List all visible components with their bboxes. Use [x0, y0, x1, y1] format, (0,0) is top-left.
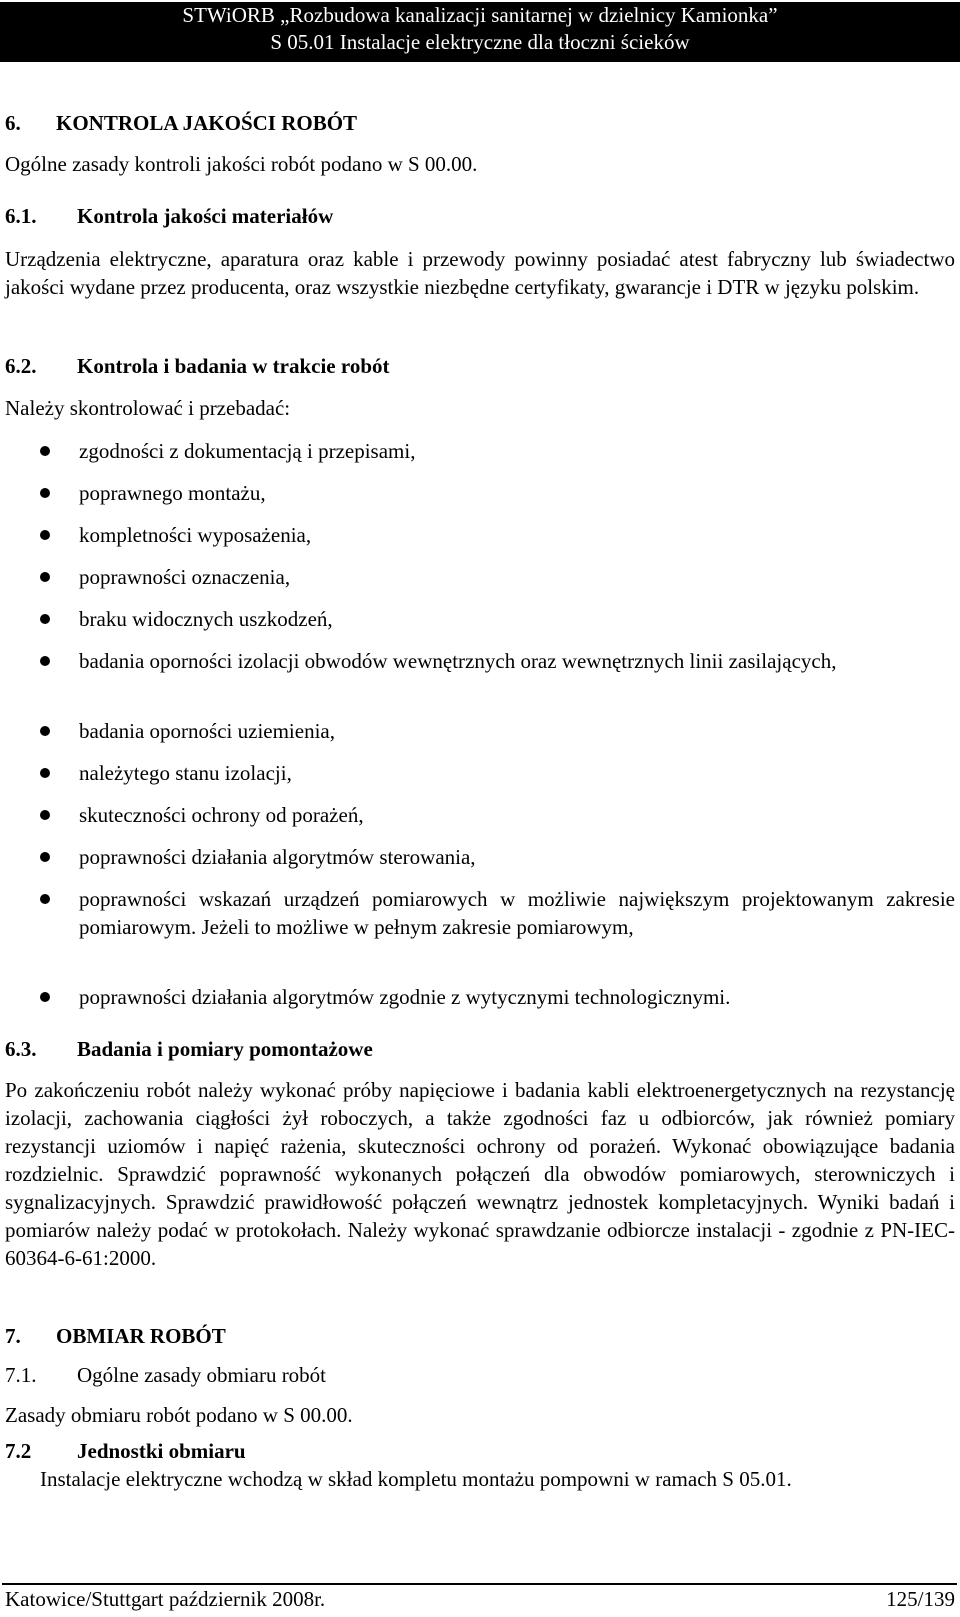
list-item: braku widocznych uszkodzeń,: [79, 607, 333, 631]
bullet-marker: [40, 768, 50, 778]
list-item: poprawności oznaczenia,: [79, 565, 291, 589]
header-project-title: STWiORB „Rozbudowa kanalizacji sanitarnej w dzielnicy Kamionka”: [182, 3, 778, 27]
list-item: kompletności wyposażenia,: [79, 523, 312, 547]
section-6-3-heading: Badania i pomiary pomontażowe: [77, 1037, 373, 1061]
list-item: skuteczności ochrony od porażeń,: [79, 803, 364, 827]
list-item: poprawności działania algorytmów zgodnie z wytycznymi technologicznymi.: [79, 985, 731, 1009]
section-6-intro: Ogólne zasady kontroli jakości robót podano w S 00.00.: [5, 152, 478, 176]
bullet-marker: [40, 852, 50, 862]
section-7-1-paragraph: Zasady obmiaru robót podano w S 00.00.: [5, 1403, 353, 1427]
section-7-1-heading: Ogólne zasady obmiaru robót: [77, 1363, 327, 1387]
bullet-marker: [40, 572, 50, 582]
bullet-marker: [40, 894, 50, 904]
section-7-2-heading: Jednostki obmiaru: [77, 1439, 246, 1463]
bullet-marker: [40, 488, 50, 498]
section-7-1-number: 7.1.: [5, 1363, 37, 1387]
list-item: należytego stanu izolacji,: [79, 761, 292, 785]
section-6-1-paragraph: Urządzenia elektryczne, aparatura oraz kable i przewody powinny posiadać atest fabryczny lub świadectwo jakości wydane przez producenta, oraz wszystkie niezbędne certyfikaty, gwarancje i DTR w języku polskim.: [5, 247, 955, 299]
footer-location-date: Katowice/Stuttgart październik 2008r.: [5, 1587, 326, 1611]
list-item: poprawności działania algorytmów sterowania,: [79, 845, 476, 869]
section-6-3-paragraph: Po zakończeniu robót należy wykonać próby napięciowe i badania kabli elektroenergetycznych na rezystancję izolacji, zachowania ciągłości żył roboczych, a także zgodności faz u odbiorców, jak również pomiary rezystancji uziomów i napięć rażenia, skuteczności ochrony od porażeń. Wykonać obowiązujące badania rozdzielnic. Sprawdzić poprawność wykonanych połączeń dla obwodów pomiarowych, sterowniczych i sygnalizacyjnych. Sprawdzić prawidłowość połączeń wewnątrz jednostek kompletacyjnych. Wyniki badań i pomiarów należy podać w protokołach. Należy wykonać sprawdzanie odbiorcze instalacji - zgodnie z PN-IEC-60364-6-61:2000.: [5, 1078, 955, 1270]
bullet-marker: [40, 810, 50, 820]
section-6-2-number: 6.2.: [5, 354, 37, 378]
bullet-marker: [40, 530, 50, 540]
footer-divider: [2, 1583, 957, 1585]
bullet-marker: [40, 656, 50, 666]
section-7-2-number: 7.2: [5, 1439, 32, 1463]
section-7-heading: OBMIAR ROBÓT: [56, 1324, 226, 1348]
bullet-marker: [40, 614, 50, 624]
section-6-1-heading: Kontrola jakości materiałów: [77, 204, 334, 228]
section-6-number: 6.: [5, 111, 21, 135]
list-item: zgodności z dokumentacją i przepisami,: [79, 439, 416, 463]
bullet-marker: [40, 726, 50, 736]
section-7-number: 7.: [5, 1324, 21, 1348]
list-item: poprawności wskazań urządzeń pomiarowych w możliwie największym projektowanym zakresie pomiarowym. Jeżeli to możliwe w pełnym zakresie pomiarowym,: [79, 887, 955, 939]
section-6-2-intro: Należy skontrolować i przebadać:: [5, 396, 291, 420]
bullet-marker: [40, 992, 50, 1002]
bullet-marker: [40, 446, 50, 456]
section-6-1-number: 6.1.: [5, 204, 37, 228]
list-item: badania oporności izolacji obwodów wewnętrznych oraz wewnętrznych linii zasilających,: [79, 649, 837, 673]
page-header: [0, 2, 960, 62]
section-6-2-heading: Kontrola i badania w trakcie robót: [77, 354, 390, 378]
section-6-3-number: 6.3.: [5, 1037, 37, 1061]
header-spec-title: S 05.01 Instalacje elektryczne dla tłoczni ścieków: [270, 30, 690, 54]
section-6-heading: KONTROLA JAKOŚCI ROBÓT: [56, 111, 358, 135]
list-item: poprawnego montażu,: [79, 481, 266, 505]
page-number: 125/139: [886, 1587, 955, 1611]
section-7-2-paragraph: Instalacje elektryczne wchodzą w skład kompletu montażu pompowni w ramach S 05.01.: [40, 1467, 792, 1491]
list-item: badania oporności uziemienia,: [79, 719, 335, 743]
